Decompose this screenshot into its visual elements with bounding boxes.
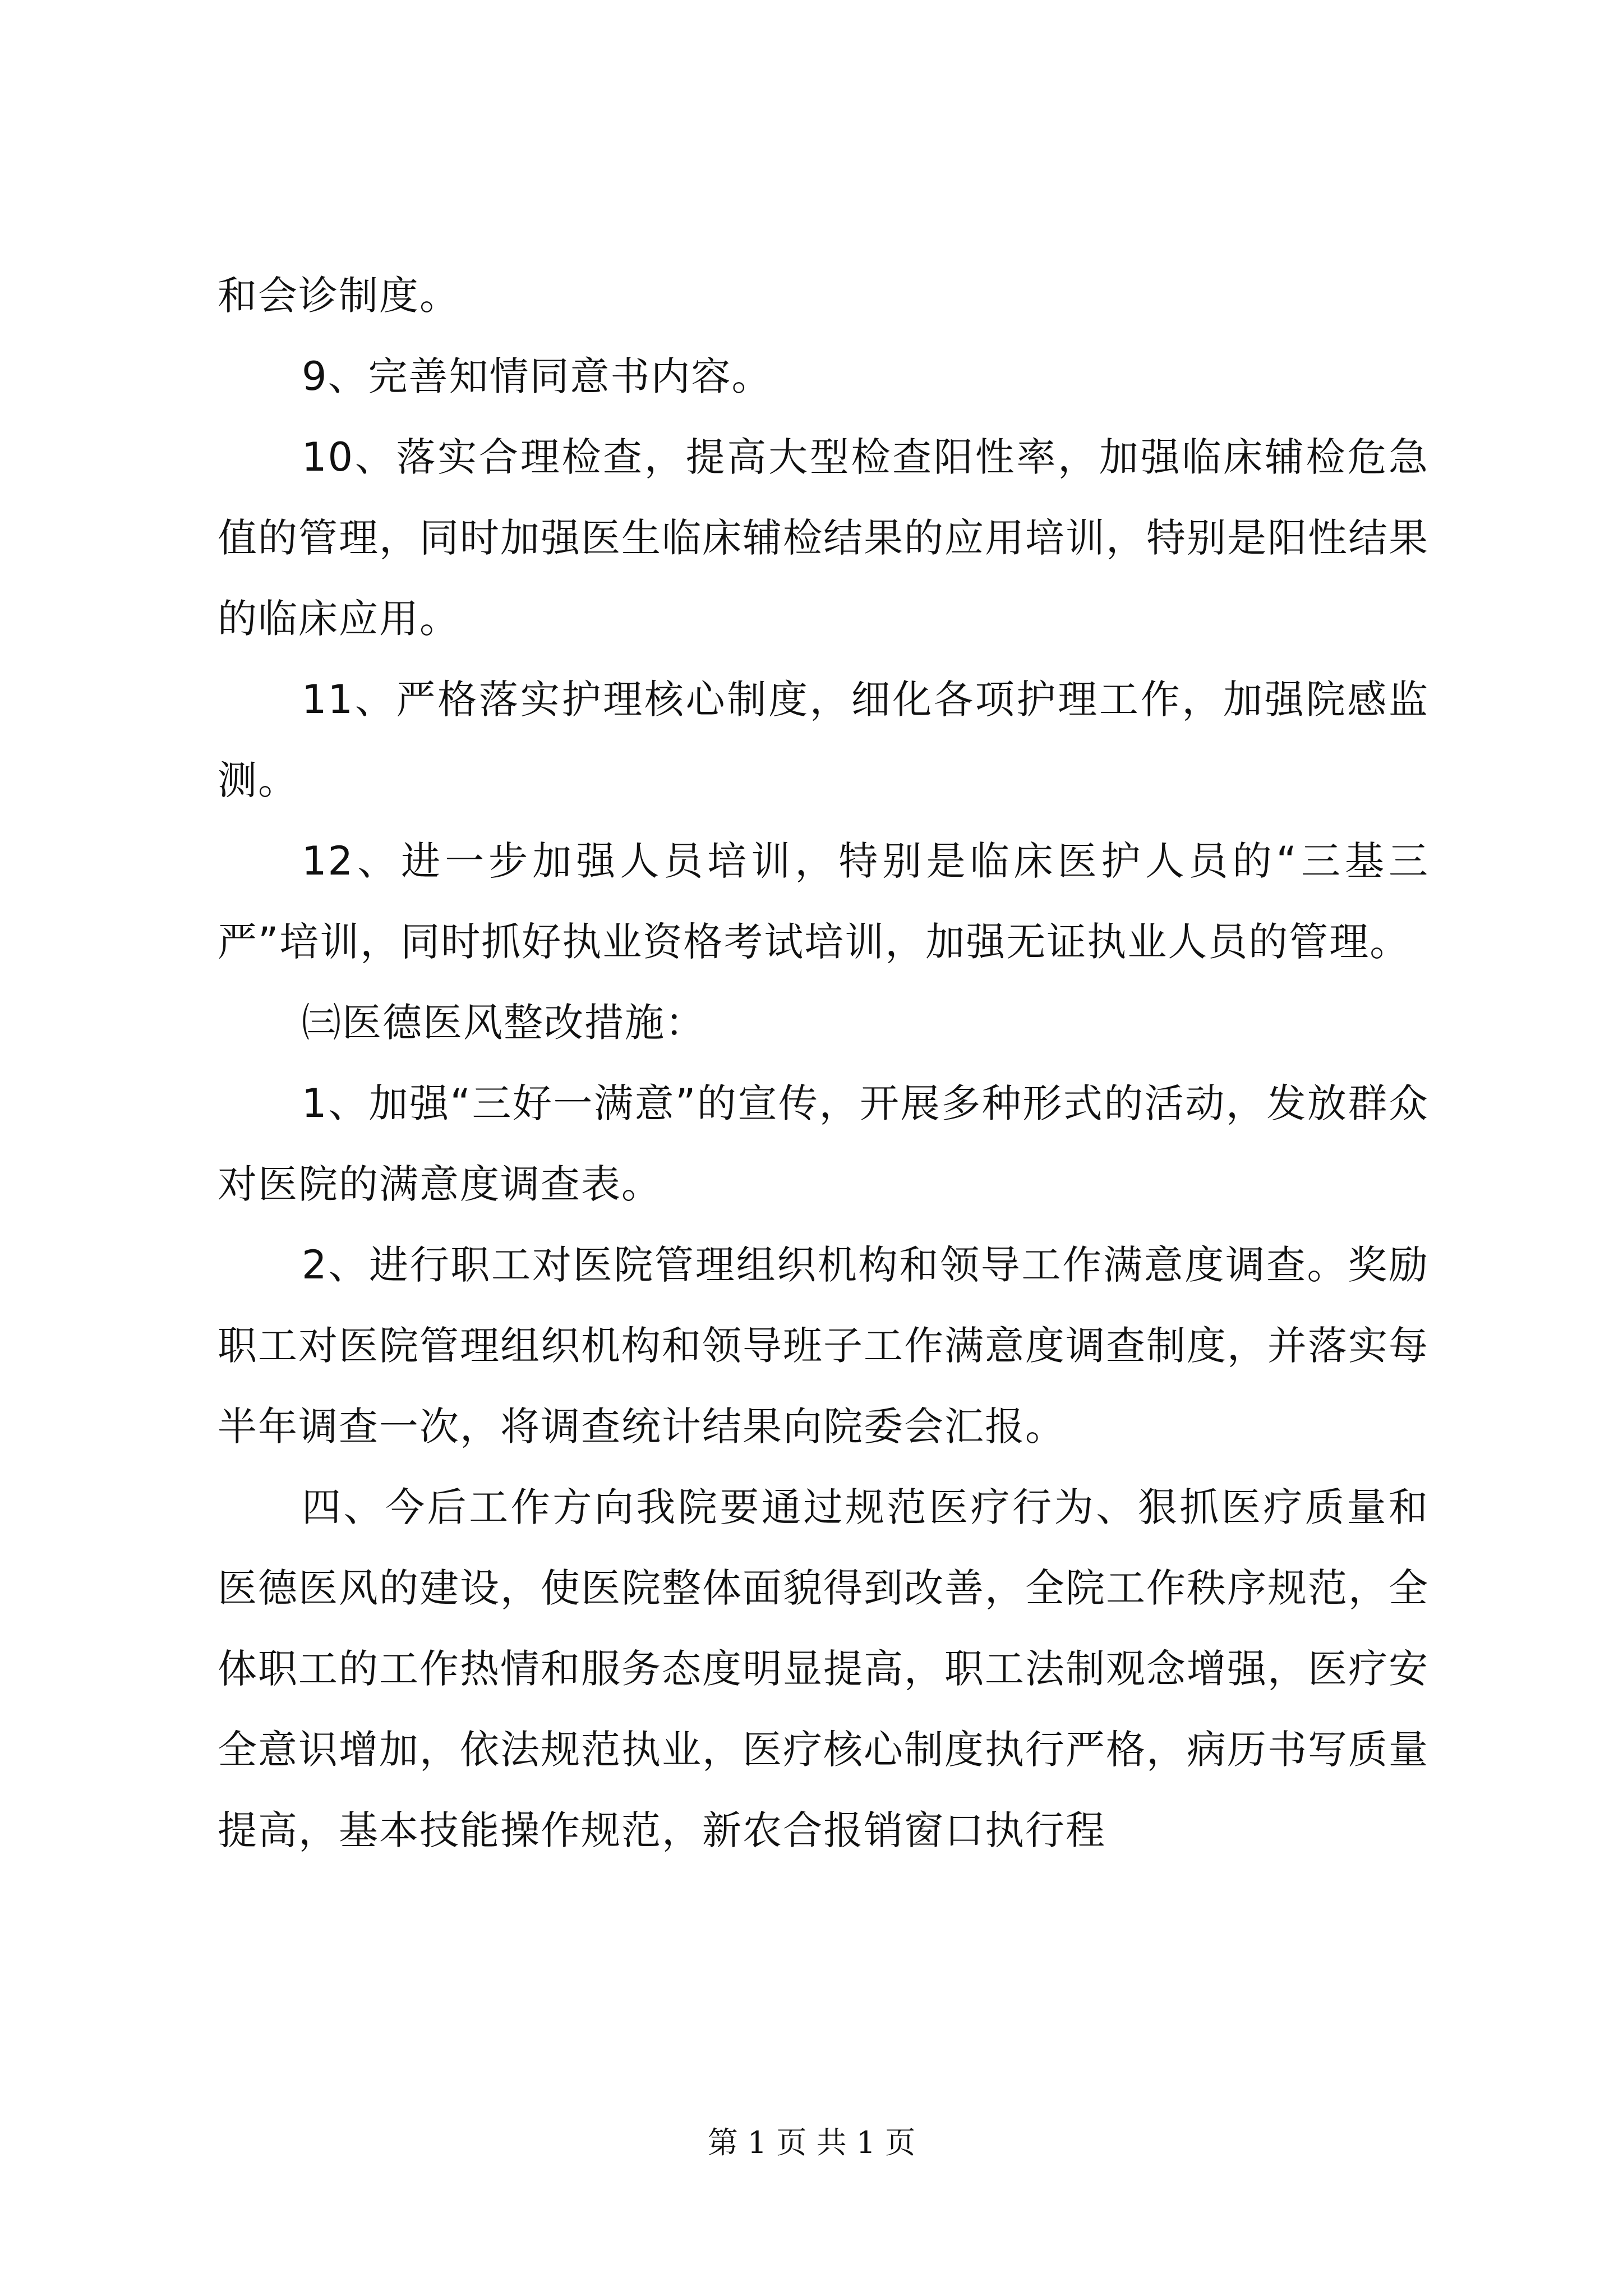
paragraph-1: 和会诊制度。 bbox=[218, 273, 460, 319]
paragraph-4: 11、严格落实护理核心制度，细化各项护理工作，加强院感监测。 bbox=[218, 677, 1429, 803]
paragraph-5: 12、进一步加强人员培训，特别是临床医护人员的“三基三严”培训，同时抓好执业资格考试培训，加强无证执业人员的管理。 bbox=[218, 838, 1429, 965]
paragraph-9: 四、今后工作方向我院要通过规范医疗行为、狠抓医疗质量和医德医风的建设，使医院整体面貌得到改善，全院工作秩序规范，全体职工的工作热情和服务态度明显提高，职工法制观念增强，医疗安全意识增加，依法规范执业，医疗核心制度执行严格，病历书写质量提高，基本技能操作规范，新农合报销窗口执行程 bbox=[218, 1484, 1429, 1853]
paragraph-7: 1、加强“三好一满意”的宣传，开展多种形式的活动，发放群众对医院的满意度调查表。 bbox=[218, 1080, 1429, 1207]
document-body bbox=[218, 255, 1429, 1871]
page-number-footer: 第 1 页 共 1 页 bbox=[707, 2125, 916, 2160]
paragraph-3: 10、落实合理检查，提高大型检查阳性率，加强临床辅检危急值的管理，同时加强医生临床辅检结果的应用培训，特别是阳性结果的临床应用。 bbox=[218, 434, 1429, 642]
paragraph-2: 9、完善知情同意书内容。 bbox=[302, 353, 772, 399]
paragraph-6: ㈢医德医风整改措施： bbox=[302, 1000, 706, 1046]
paragraph-8: 2、进行职工对医院管理组织机构和领导工作满意度调查。奖励职工对医院管理组织机构和领导班子工作满意度调查制度，并落实每半年调查一次，将调查统计结果向院委会汇报。 bbox=[218, 1242, 1429, 1450]
